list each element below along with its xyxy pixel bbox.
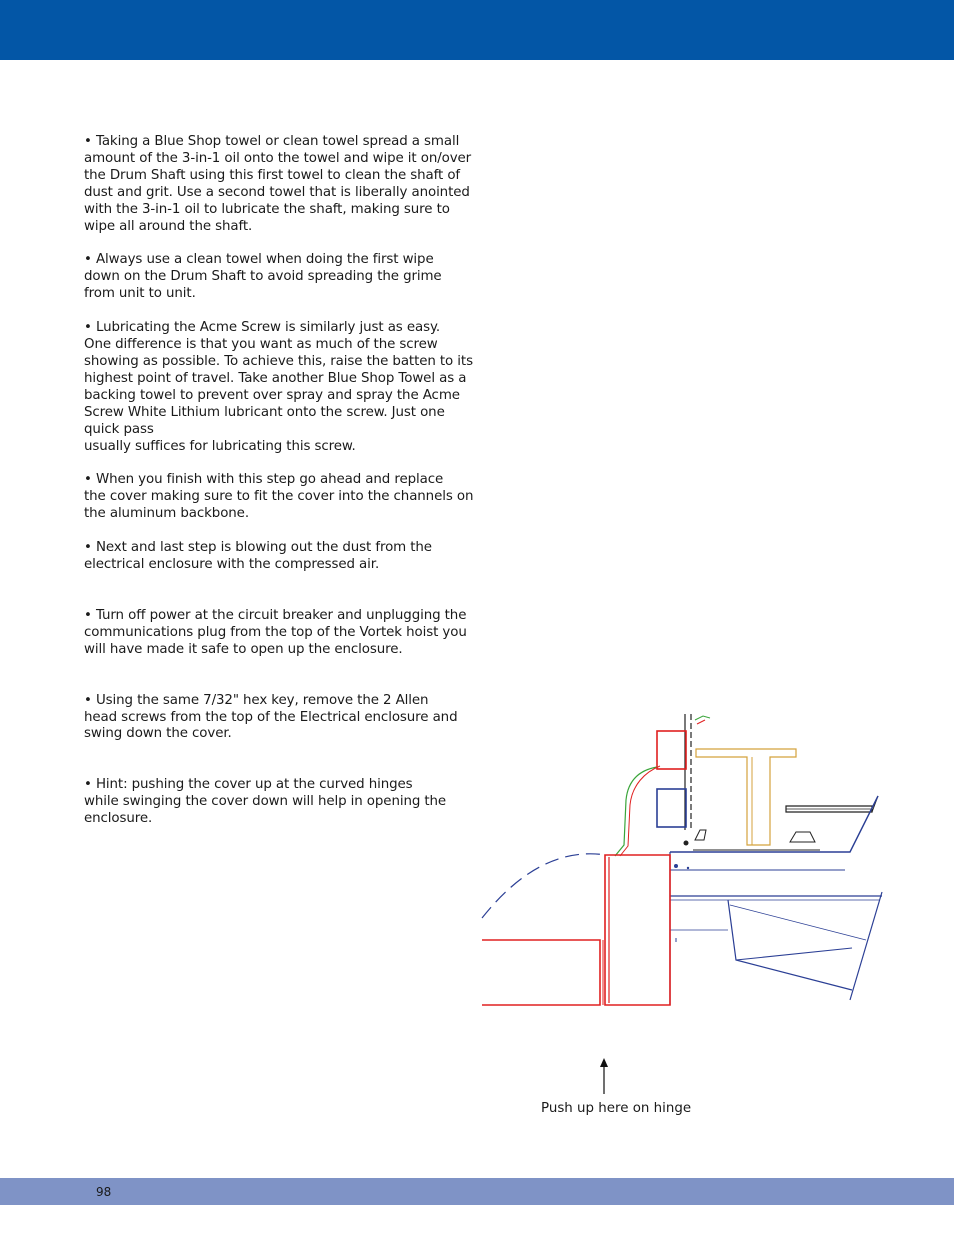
- bullet-oil-drum-shaft: • Taking a Blue Shop towel or clean towel spread a small amount of the 3-in-1 oil onto the towel and wipe it on/over the Drum Shaft using this first towel to clean the shaft of dust and grit. Use a second towel that is liberally anointed with the 3-in-1 oil to lubricate the shaft, making sure to wipe all around the shaft.: [84, 134, 472, 234]
- enclosure-hinge-diagram: [478, 705, 884, 1015]
- bullet-blow-dust: • Next and last step is blowing out the dust from the electrical enclosure with the compressed air.: [84, 540, 432, 573]
- bullet-clean-towel: • Always use a clean towel when doing the first wipe down on the Drum Shaft to avoid spreading the grime from unit to unit.: [84, 252, 442, 302]
- bullet-replace-cover: • When you finish with this step go ahead and replace the cover making sure to fit the cover into the channels on the aluminum backbone.: [84, 472, 474, 522]
- header-band: [0, 0, 954, 60]
- instruction-text: [84, 134, 484, 828]
- bullet-power-off: • Turn off power at the circuit breaker and unplugging the communications plug from the top of the Vortek hoist you will have made it safe to open up the enclosure.: [84, 607, 467, 657]
- page-number: 98: [96, 1185, 112, 1199]
- bullet-hex-key: • Using the same 7/32" hex key, remove the 2 Allen head screws from the top of the Electrical enclosure and swing down the cover.: [84, 692, 458, 742]
- footer-band: [0, 1178, 954, 1205]
- bullet-acme-screw: • Lubricating the Acme Screw is similarly just as easy. One difference is that you want as much of the screw showing as possible. To achieve this, raise the batten to its highest point of travel. Take another Blue Shop Towel as a backing towel to prevent over spray and spray the Acme Screw White Lithium lubricant onto the screw. Just one quick pass usually suffices for lubricating this screw.: [84, 320, 473, 454]
- arrow-up-icon: [596, 1058, 612, 1094]
- bullet-hint: • Hint: pushing the cover up at the curved hinges while swinging the cover down will help in opening the enclosure.: [84, 777, 447, 827]
- figure-caption: Push up here on hinge: [541, 1101, 692, 1116]
